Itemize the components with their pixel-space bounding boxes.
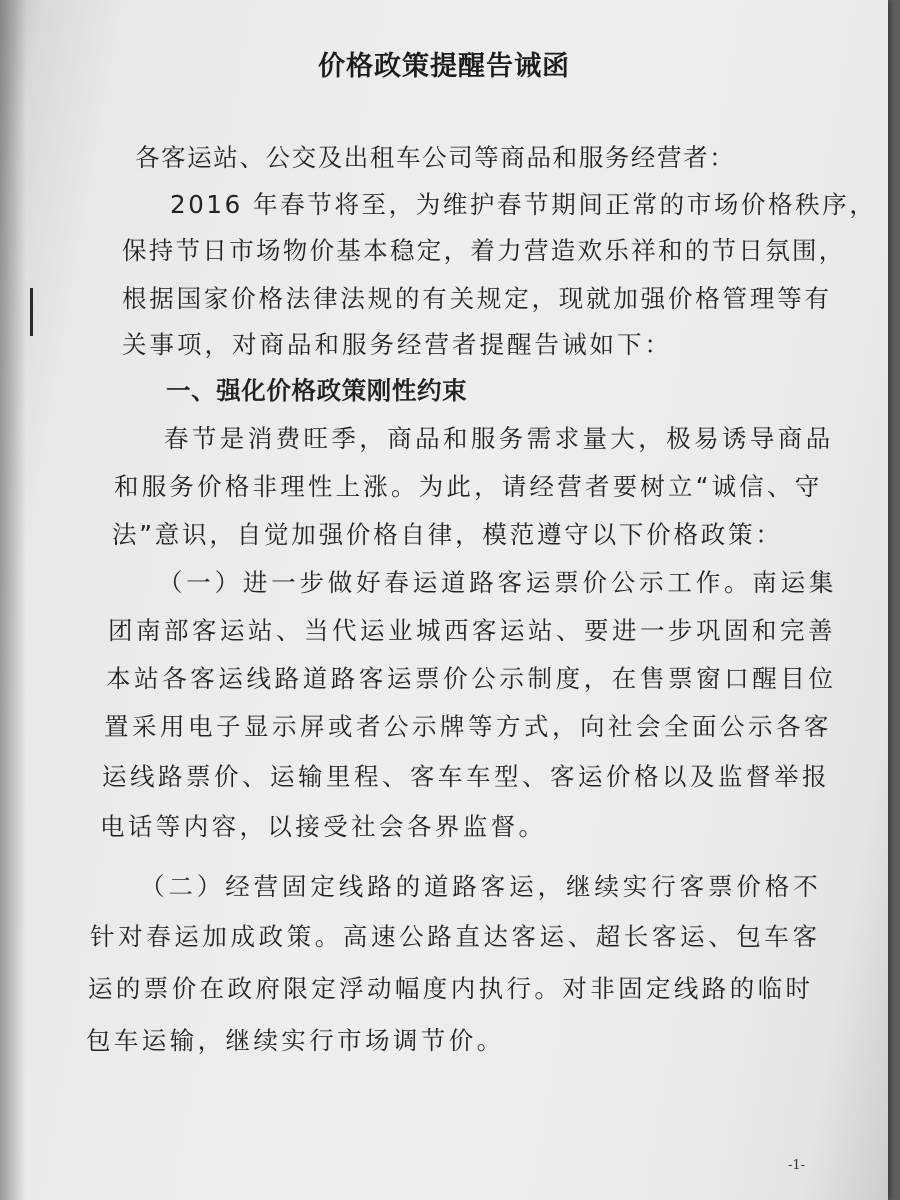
section-heading: 一、强化价格政策刚性约束: [166, 376, 468, 405]
paragraph-line: 运线路票价、运输里程、客车车型、客运价格以及监督举报: [102, 762, 830, 791]
paragraph-line: 保持节日市场物价基本稳定，着力营造欢乐祥和的节日氛围，: [122, 236, 846, 265]
margin-mark: [30, 288, 33, 336]
paragraph-line: 置采用电子显示屏或者公示牌等方式，向社会全面公示各客: [104, 712, 832, 741]
paragraph-line: 包车运输，继续实行市场调节价。: [86, 1026, 505, 1055]
page-number: -1-: [788, 1158, 806, 1173]
paragraph-line: 春节是消费旺季，商品和服务需求量大，极易诱导商品: [164, 424, 834, 453]
paragraph-line: 关事项，对商品和服务经营者提醒告诫如下：: [122, 330, 672, 359]
paragraph-line: 运的票价在政府限定浮动幅度内执行。对非固定线路的临时: [88, 974, 814, 1003]
paragraph-line: 团南部客运站、当代运业城西客运站、要进一步巩固和完善: [108, 616, 836, 645]
paragraph-line: 2016 年春节将至，为维护春节期间正常的市场价格秩序，: [170, 190, 877, 219]
paragraph-line: 法”意识，自觉加强价格自律，模范遵守以下价格政策：: [112, 520, 783, 549]
document-title: 价格政策提醒告诫函: [318, 51, 570, 82]
paragraph-line: （一）进一步做好春运道路客运票价公示工作。南运集: [158, 568, 838, 597]
paragraph-line: （二）经营固定线路的道路客运，继续实行客票价格不: [140, 872, 822, 901]
salutation: 各客运站、公交及出租车公司等商品和服务经营者：: [135, 143, 736, 172]
paragraph-line: 电话等内容，以接受社会各界监督。: [100, 812, 547, 841]
page-edge-shadow: [0, 0, 26, 1200]
paragraph-line: 和服务价格非理性上涨。为此，请经营者要树立“诚信、守: [114, 472, 823, 501]
paragraph-line: 根据国家价格法律法规的有关规定，现就加强价格管理等有: [122, 284, 832, 313]
paragraph-line: 本站各客运线路道路客运票价公示制度，在售票窗口醒目位: [106, 664, 837, 693]
paragraph-line: 针对春运加成政策。高速公路直达客运、超长客运、包车客: [90, 922, 821, 951]
